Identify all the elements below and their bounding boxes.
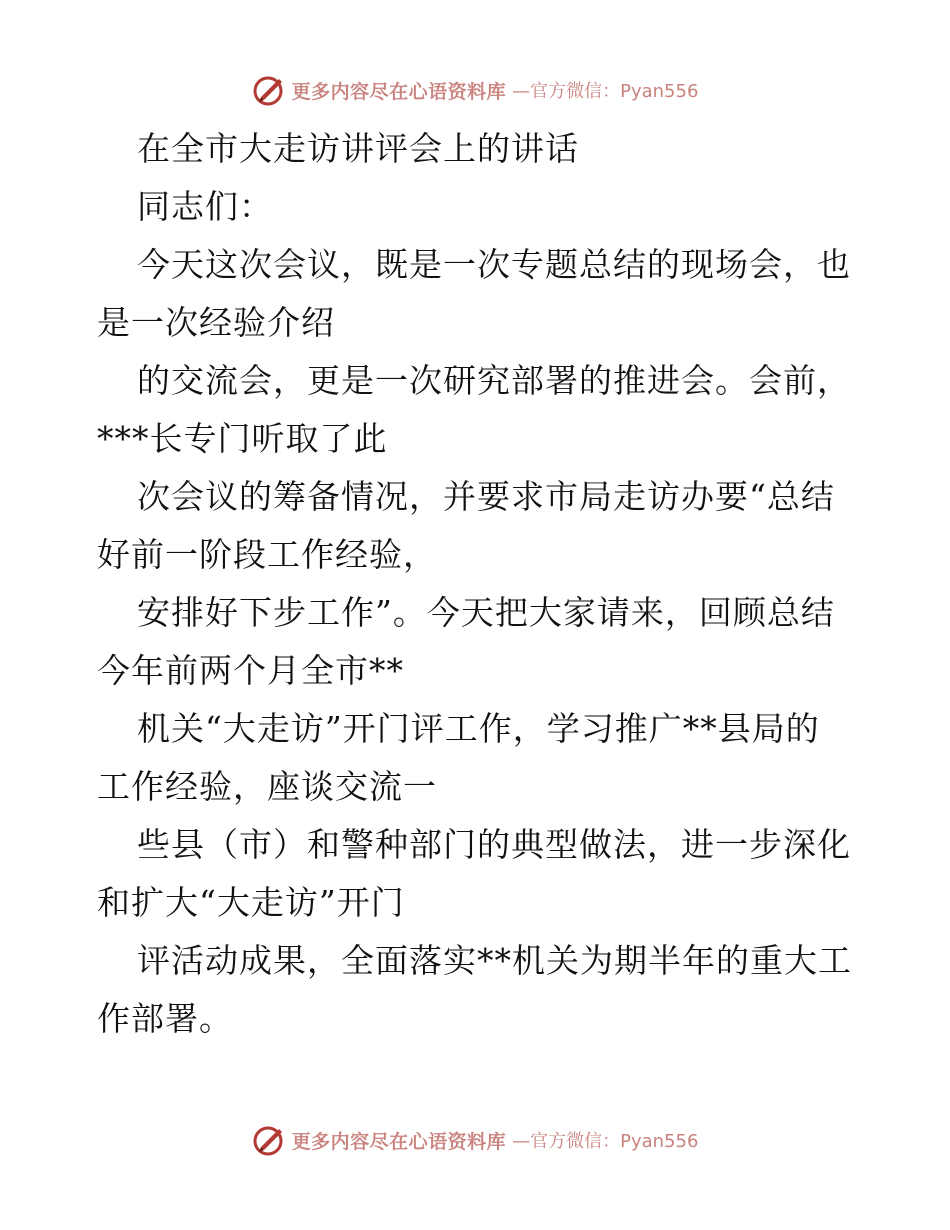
text-line: 和扩大“大走访”开门	[97, 883, 405, 922]
text-line: 好前一阶段工作经验，	[97, 535, 437, 574]
watermark-brand: 更多内容尽在心语资料库	[291, 1130, 507, 1153]
header-watermark	[0, 70, 950, 110]
text-line: 机关“大走访”开门评工作，学习推广**县局的	[137, 709, 820, 748]
document-title: 在全市大走访讲评会上的讲话	[137, 129, 579, 168]
text-line: 今年前两个月全市**	[97, 651, 404, 690]
document-body	[97, 120, 853, 1048]
watermark-wechat: —官方微信：Pyan556	[512, 81, 699, 102]
text-line: 次会议的筹备情况，并要求市局走访办要“总结	[137, 477, 835, 516]
salutation: 同志们：	[137, 187, 273, 226]
text-line: 作部署。	[97, 999, 233, 1038]
text-line: 是一次经验介绍	[97, 303, 335, 342]
quill-pen-icon	[252, 1123, 286, 1157]
text-line: ***长专门听取了此	[97, 419, 388, 458]
watermark-brand: 更多内容尽在心语资料库	[291, 80, 507, 103]
text-line: 评活动成果，全面落实**机关为期半年的重大工	[137, 941, 852, 980]
paragraph-lines	[97, 236, 853, 1048]
text-line: 今天这次会议，既是一次专题总结的现场会，也	[137, 245, 851, 284]
text-line: 些县（市）和警种部门的典型做法，进一步深化	[137, 825, 851, 864]
text-line: 工作经验，座谈交流一	[97, 767, 437, 806]
text-line: 安排好下步工作”。今天把大家请来，回顾总结	[137, 593, 835, 632]
watermark-wechat: —官方微信：Pyan556	[512, 1131, 699, 1152]
quill-pen-icon	[252, 73, 286, 107]
text-line: 的交流会，更是一次研究部署的推进会。会前，	[137, 361, 851, 400]
footer-watermark	[0, 1120, 950, 1160]
